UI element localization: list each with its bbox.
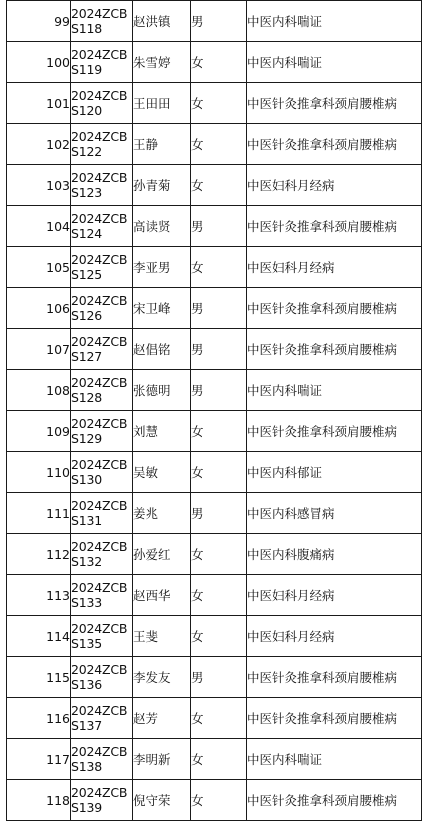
row-number: 102 (7, 124, 71, 165)
row-number: 110 (7, 452, 71, 493)
table-row (7, 83, 422, 124)
person-sex: 男 (191, 657, 247, 698)
registration-id (71, 288, 133, 329)
person-sex: 男 (191, 206, 247, 247)
roster-table (6, 0, 422, 821)
table-row (7, 657, 422, 698)
registration-id-prefix: 2024ZCB (71, 498, 128, 513)
person-sex: 女 (191, 42, 247, 83)
row-number: 108 (7, 370, 71, 411)
table-row (7, 698, 422, 739)
registration-id-suffix: S120 (71, 103, 102, 118)
registration-id (71, 780, 133, 821)
person-sex: 女 (191, 124, 247, 165)
specialty: 中医针灸推拿科颈肩腰椎病 (247, 411, 422, 452)
row-number: 103 (7, 165, 71, 206)
registration-id-suffix: S118 (71, 21, 102, 36)
person-name: 赵西华 (133, 575, 191, 616)
registration-id (71, 616, 133, 657)
registration-id-suffix: S138 (71, 759, 102, 774)
person-sex: 女 (191, 780, 247, 821)
registration-id (71, 657, 133, 698)
specialty: 中医内科喘证 (247, 370, 422, 411)
row-number: 114 (7, 616, 71, 657)
person-name: 刘慧 (133, 411, 191, 452)
person-sex: 女 (191, 83, 247, 124)
registration-id-prefix: 2024ZCB (71, 211, 128, 226)
registration-id-prefix: 2024ZCB (71, 375, 128, 390)
row-number: 115 (7, 657, 71, 698)
registration-id-suffix: S139 (71, 800, 102, 815)
table-row (7, 165, 422, 206)
specialty: 中医针灸推拿科颈肩腰椎病 (247, 657, 422, 698)
person-name: 王田田 (133, 83, 191, 124)
registration-id-suffix: S137 (71, 718, 102, 733)
row-number: 111 (7, 493, 71, 534)
registration-id-prefix: 2024ZCB (71, 6, 128, 21)
registration-id-suffix: S123 (71, 185, 102, 200)
registration-id-prefix: 2024ZCB (71, 334, 128, 349)
specialty: 中医针灸推拿科颈肩腰椎病 (247, 780, 422, 821)
row-number: 106 (7, 288, 71, 329)
registration-id (71, 575, 133, 616)
registration-id-suffix: S122 (71, 144, 102, 159)
person-name: 赵芳 (133, 698, 191, 739)
table-row (7, 575, 422, 616)
table-row (7, 370, 422, 411)
person-sex: 男 (191, 493, 247, 534)
specialty: 中医内科郁证 (247, 452, 422, 493)
person-name: 王静 (133, 124, 191, 165)
registration-id (71, 1, 133, 42)
person-sex: 女 (191, 247, 247, 288)
person-sex: 男 (191, 288, 247, 329)
registration-id-prefix: 2024ZCB (71, 88, 128, 103)
table-row (7, 739, 422, 780)
registration-id (71, 329, 133, 370)
person-name: 李明新 (133, 739, 191, 780)
row-number: 101 (7, 83, 71, 124)
person-sex: 女 (191, 165, 247, 206)
registration-id-suffix: S131 (71, 513, 102, 528)
row-number: 117 (7, 739, 71, 780)
person-sex: 男 (191, 1, 247, 42)
registration-id-prefix: 2024ZCB (71, 293, 128, 308)
person-name: 倪守荣 (133, 780, 191, 821)
person-sex: 女 (191, 698, 247, 739)
specialty: 中医针灸推拿科颈肩腰椎病 (247, 698, 422, 739)
table-row (7, 452, 422, 493)
row-number: 105 (7, 247, 71, 288)
registration-id (71, 42, 133, 83)
specialty: 中医内科感冒病 (247, 493, 422, 534)
registration-id-suffix: S124 (71, 226, 102, 241)
registration-id-prefix: 2024ZCB (71, 170, 128, 185)
person-name: 李亚男 (133, 247, 191, 288)
registration-id (71, 165, 133, 206)
registration-id (71, 534, 133, 575)
table-row (7, 1, 422, 42)
registration-id-suffix: S135 (71, 636, 102, 651)
registration-id-suffix: S119 (71, 62, 102, 77)
person-name: 宋卫峰 (133, 288, 191, 329)
person-sex: 女 (191, 739, 247, 780)
specialty: 中医针灸推拿科颈肩腰椎病 (247, 288, 422, 329)
table-row (7, 616, 422, 657)
registration-id-prefix: 2024ZCB (71, 662, 128, 677)
person-sex: 女 (191, 575, 247, 616)
specialty: 中医妇科月经病 (247, 575, 422, 616)
specialty: 中医针灸推拿科颈肩腰椎病 (247, 124, 422, 165)
specialty: 中医针灸推拿科颈肩腰椎病 (247, 329, 422, 370)
registration-id (71, 493, 133, 534)
person-name: 孙爱红 (133, 534, 191, 575)
registration-id-suffix: S132 (71, 554, 102, 569)
row-number: 109 (7, 411, 71, 452)
specialty: 中医内科喘证 (247, 42, 422, 83)
person-sex: 女 (191, 411, 247, 452)
registration-id-prefix: 2024ZCB (71, 539, 128, 554)
person-name: 赵倡铭 (133, 329, 191, 370)
registration-id (71, 247, 133, 288)
person-sex: 女 (191, 534, 247, 575)
roster-body (7, 1, 422, 821)
person-name: 朱雪婷 (133, 42, 191, 83)
registration-id (71, 124, 133, 165)
registration-id-suffix: S129 (71, 431, 102, 446)
person-name: 王斐 (133, 616, 191, 657)
person-name: 张德明 (133, 370, 191, 411)
registration-id (71, 370, 133, 411)
specialty: 中医妇科月经病 (247, 616, 422, 657)
registration-id-prefix: 2024ZCB (71, 129, 128, 144)
row-number: 99 (7, 1, 71, 42)
registration-id-prefix: 2024ZCB (71, 416, 128, 431)
registration-id-suffix: S130 (71, 472, 102, 487)
specialty: 中医内科喘证 (247, 739, 422, 780)
registration-id-prefix: 2024ZCB (71, 785, 128, 800)
registration-id-suffix: S136 (71, 677, 102, 692)
person-name: 赵洪镇 (133, 1, 191, 42)
person-sex: 女 (191, 616, 247, 657)
registration-id-prefix: 2024ZCB (71, 47, 128, 62)
registration-id-suffix: S127 (71, 349, 102, 364)
registration-id-prefix: 2024ZCB (71, 252, 128, 267)
person-name: 孙青菊 (133, 165, 191, 206)
table-row (7, 124, 422, 165)
registration-id (71, 411, 133, 452)
registration-id-prefix: 2024ZCB (71, 744, 128, 759)
registration-id-suffix: S128 (71, 390, 102, 405)
specialty: 中医针灸推拿科颈肩腰椎病 (247, 206, 422, 247)
registration-id-suffix: S126 (71, 308, 102, 323)
person-name: 姜兆 (133, 493, 191, 534)
table-row (7, 780, 422, 821)
person-sex: 男 (191, 329, 247, 370)
table-row (7, 493, 422, 534)
person-sex: 女 (191, 452, 247, 493)
person-sex: 男 (191, 370, 247, 411)
row-number: 107 (7, 329, 71, 370)
row-number: 100 (7, 42, 71, 83)
registration-id (71, 452, 133, 493)
registration-id-suffix: S125 (71, 267, 102, 282)
registration-id (71, 206, 133, 247)
person-name: 李发友 (133, 657, 191, 698)
row-number: 104 (7, 206, 71, 247)
person-name: 高读贤 (133, 206, 191, 247)
row-number: 116 (7, 698, 71, 739)
registration-id-prefix: 2024ZCB (71, 703, 128, 718)
registration-id (71, 83, 133, 124)
table-row (7, 247, 422, 288)
table-row (7, 288, 422, 329)
registration-id (71, 698, 133, 739)
specialty: 中医妇科月经病 (247, 165, 422, 206)
registration-id-prefix: 2024ZCB (71, 580, 128, 595)
person-name: 吴敏 (133, 452, 191, 493)
table-row (7, 534, 422, 575)
row-number: 112 (7, 534, 71, 575)
specialty: 中医针灸推拿科颈肩腰椎病 (247, 83, 422, 124)
table-row (7, 42, 422, 83)
table-row (7, 411, 422, 452)
specialty: 中医妇科月经病 (247, 247, 422, 288)
registration-id-prefix: 2024ZCB (71, 621, 128, 636)
registration-id-suffix: S133 (71, 595, 102, 610)
table-row (7, 329, 422, 370)
table-row (7, 206, 422, 247)
row-number: 118 (7, 780, 71, 821)
registration-id-prefix: 2024ZCB (71, 457, 128, 472)
registration-id (71, 739, 133, 780)
row-number: 113 (7, 575, 71, 616)
roster-sheet (6, 0, 421, 834)
specialty: 中医内科腹痛病 (247, 534, 422, 575)
specialty: 中医内科喘证 (247, 1, 422, 42)
